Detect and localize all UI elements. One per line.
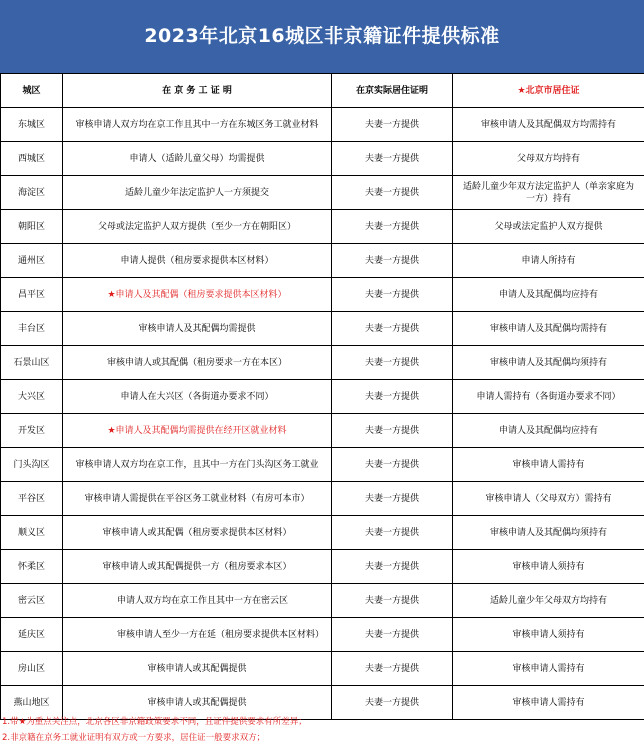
standards-table	[0, 73, 644, 720]
district-cell: 海淀区	[1, 176, 63, 210]
residence-proof-cell: 夫妻一方提供	[332, 414, 453, 448]
residence-proof-cell: 夫妻一方提供	[332, 448, 453, 482]
work-proof-cell: 申请人在大兴区（各街道办要求不同）	[63, 380, 332, 414]
table-row	[1, 584, 644, 618]
residence-permit-cell: 申请人需持有（各街道办要求不同）	[453, 380, 644, 414]
table-row	[1, 652, 644, 686]
work-proof-cell: 审核申请人或其配偶提供一方（租房要求本区）	[63, 550, 332, 584]
table-row	[1, 244, 644, 278]
residence-proof-cell: 夫妻一方提供	[332, 584, 453, 618]
work-proof-cell: 申请人（适龄儿童父母）均需提供	[63, 142, 332, 176]
district-cell: 大兴区	[1, 380, 63, 414]
residence-proof-cell: 夫妻一方提供	[332, 210, 453, 244]
residence-proof-cell: 夫妻一方提供	[332, 618, 453, 652]
residence-permit-cell: 审核申请人及其配偶双方均需持有	[453, 108, 644, 142]
table-row	[1, 414, 644, 448]
residence-permit-cell: 父母双方均持有	[453, 142, 644, 176]
column-header-work-proof: 在 京 务 工 证 明	[63, 74, 332, 108]
residence-permit-cell: 申请人及其配偶均应持有	[453, 278, 644, 312]
table-row	[1, 210, 644, 244]
table-row	[1, 618, 644, 652]
residence-permit-cell: 申请人及其配偶均应持有	[453, 414, 644, 448]
work-proof-cell: 父母或法定监护人双方提供（至少一方在朝阳区）	[63, 210, 332, 244]
residence-proof-cell: 夫妻一方提供	[332, 380, 453, 414]
district-cell: 昌平区	[1, 278, 63, 312]
residence-proof-cell: 夫妻一方提供	[332, 176, 453, 210]
residence-permit-cell: 审核申请人须持有	[453, 618, 644, 652]
work-proof-cell-highlighted: ★申请人及其配偶（租房要求提供本区材料）	[63, 278, 332, 312]
residence-permit-cell: 审核申请人及其配偶均须持有	[453, 516, 644, 550]
residence-permit-cell: 审核申请人及其配偶均须持有	[453, 346, 644, 380]
residence-permit-cell: 审核申请人需持有	[453, 448, 644, 482]
column-header-district: 城区	[1, 74, 63, 108]
footnotes	[2, 714, 642, 746]
residence-proof-cell: 夫妻一方提供	[332, 244, 453, 278]
district-cell: 开发区	[1, 414, 63, 448]
work-proof-cell-highlighted: ★申请人及其配偶均需提供在经开区就业材料	[63, 414, 332, 448]
footnote-2: 2.非京籍在京务工就业证明有双方或一方要求，居住证一般要求双方；	[2, 733, 266, 743]
work-proof-cell: 申请人提供（租房要求提供本区材料）	[63, 244, 332, 278]
district-cell: 西城区	[1, 142, 63, 176]
table-header-row	[1, 74, 644, 108]
work-proof-cell: 审核申请人双方均在京工作，且其中一方在门头沟区务工就业	[63, 448, 332, 482]
footnote-1: 1.带★为重点关注点，北京各区非京籍政策要求不同，且证件提供要求有所差异；	[2, 717, 307, 727]
table-row	[1, 176, 644, 210]
district-cell: 密云区	[1, 584, 63, 618]
column-header-residence-permit: ★北京市居住证	[453, 74, 644, 108]
work-proof-cell: 审核申请人需提供在平谷区务工就业材料（有房可本市）	[63, 482, 332, 516]
district-cell: 燕山地区	[1, 686, 63, 720]
district-cell: 石景山区	[1, 346, 63, 380]
residence-permit-cell: 审核申请人需持有	[453, 652, 644, 686]
table-row	[1, 448, 644, 482]
residence-proof-cell: 夫妻一方提供	[332, 278, 453, 312]
residence-proof-cell: 夫妻一方提供	[332, 312, 453, 346]
work-proof-cell: 审核申请人双方均在京工作且其中一方在东城区务工就业材料	[63, 108, 332, 142]
district-cell: 延庆区	[1, 618, 63, 652]
column-header-residence-proof: 在京实际居住证明	[332, 74, 453, 108]
residence-permit-cell: 审核申请人及其配偶均需持有	[453, 312, 644, 346]
work-proof-cell: 适龄儿童少年法定监护人一方须提交	[63, 176, 332, 210]
residence-proof-cell: 夫妻一方提供	[332, 652, 453, 686]
table-row	[1, 346, 644, 380]
table-row	[1, 108, 644, 142]
table-row	[1, 278, 644, 312]
work-proof-cell: 审核申请人或其配偶（租房要求一方在本区）	[63, 346, 332, 380]
table-row	[1, 380, 644, 414]
residence-permit-cell: 适龄儿童少年父母双方均持有	[453, 584, 644, 618]
district-cell: 东城区	[1, 108, 63, 142]
table-row	[1, 312, 644, 346]
district-cell: 通州区	[1, 244, 63, 278]
residence-proof-cell: 夫妻一方提供	[332, 516, 453, 550]
work-proof-cell: 审核申请人至少一方在延（租房要求提供本区材料）	[63, 618, 332, 652]
header-banner	[0, 0, 644, 73]
residence-proof-cell: 夫妻一方提供	[332, 346, 453, 380]
work-proof-cell: 审核申请人或其配偶（租房要求提供本区材料）	[63, 516, 332, 550]
page-title: 2023年北京16城区非京籍证件提供标准	[144, 25, 500, 47]
residence-permit-cell: 审核申请人须持有	[453, 550, 644, 584]
work-proof-cell: 审核申请人或其配偶提供	[63, 652, 332, 686]
residence-permit-cell: 审核申请人（父母双方）需持有	[453, 482, 644, 516]
district-cell: 平谷区	[1, 482, 63, 516]
district-cell: 顺义区	[1, 516, 63, 550]
work-proof-cell: 审核申请人或其配偶提供	[63, 686, 332, 720]
work-proof-cell: 申请人双方均在京工作且其中一方在密云区	[63, 584, 332, 618]
residence-permit-cell: 申请人所持有	[453, 244, 644, 278]
residence-permit-cell: 适龄儿童少年双方法定监护人（单亲家庭为一方）持有	[453, 176, 644, 210]
residence-proof-cell: 夫妻一方提供	[332, 108, 453, 142]
residence-permit-cell: 父母或法定监护人双方提供	[453, 210, 644, 244]
district-cell: 房山区	[1, 652, 63, 686]
district-cell: 朝阳区	[1, 210, 63, 244]
table-row	[1, 516, 644, 550]
table-row	[1, 482, 644, 516]
residence-permit-cell: 审核申请人需持有	[453, 686, 644, 720]
district-cell: 丰台区	[1, 312, 63, 346]
district-cell: 怀柔区	[1, 550, 63, 584]
residence-proof-cell: 夫妻一方提供	[332, 482, 453, 516]
table-row	[1, 550, 644, 584]
district-cell: 门头沟区	[1, 448, 63, 482]
residence-proof-cell: 夫妻一方提供	[332, 686, 453, 720]
residence-proof-cell: 夫妻一方提供	[332, 550, 453, 584]
table-row	[1, 142, 644, 176]
work-proof-cell: 审核申请人及其配偶均需提供	[63, 312, 332, 346]
residence-proof-cell: 夫妻一方提供	[332, 142, 453, 176]
